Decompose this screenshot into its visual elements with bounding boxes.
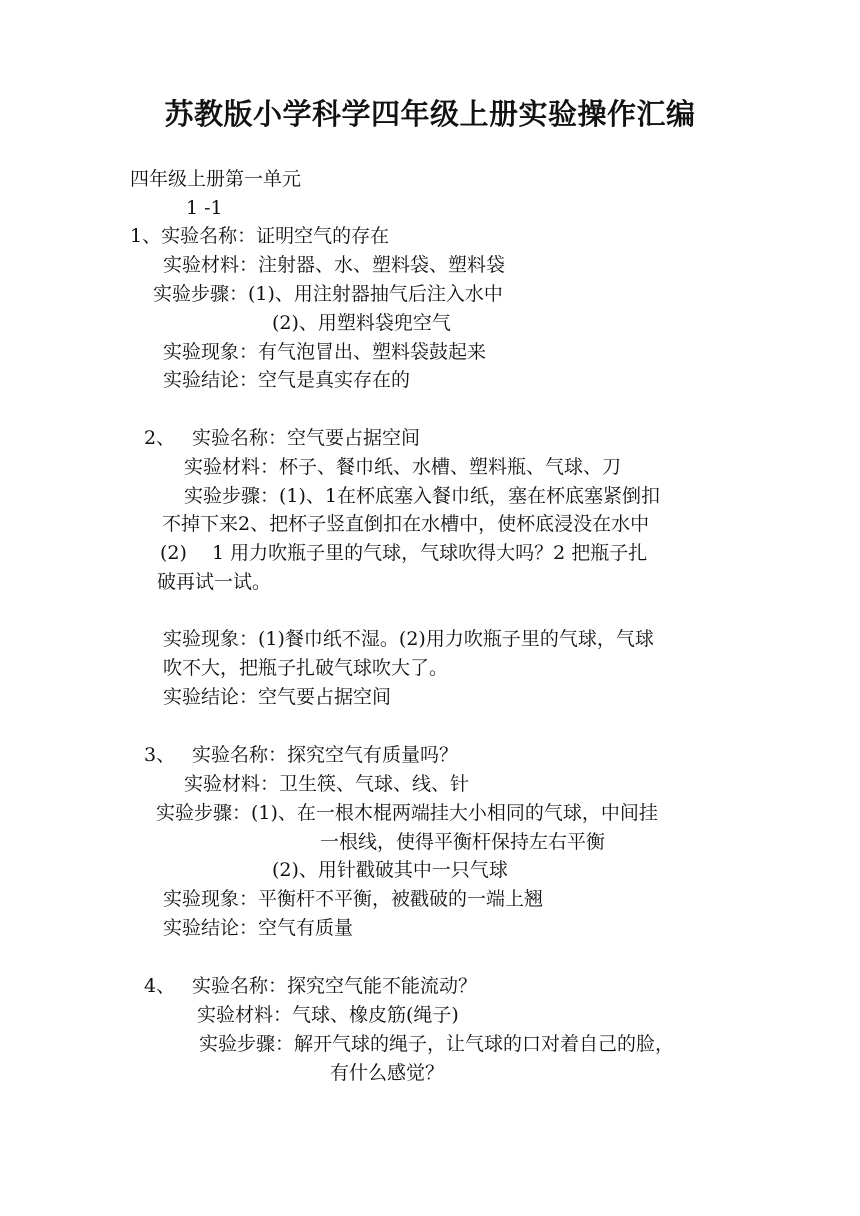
- exp3-steps-3: (2)、用针戳破其中一只气球: [272, 859, 508, 881]
- exp4-steps-2: 有什么感觉？: [330, 1062, 445, 1084]
- exp1-phenomenon: 实验现象：有气泡冒出、塑料袋鼓起来: [163, 341, 487, 363]
- document-title: 苏教版小学科学四年级上册实验操作汇编: [164, 97, 696, 131]
- exp4-steps-1: 实验步骤：解开气球的绳子，让气球的口对着自己的脸，: [199, 1033, 675, 1055]
- exp2-steps-1: 实验步骤：(1)、1在杯底塞入餐巾纸，塞在杯底塞紧倒扣: [184, 485, 661, 507]
- exp2-steps-4: 破再试一试。: [157, 571, 272, 593]
- exp2-materials: 实验材料：杯子、餐巾纸、水槽、塑料瓶、气球、刀: [184, 456, 622, 478]
- exp1-conclusion: 实验结论：空气是真实存在的: [163, 369, 411, 391]
- lesson-number: 1 -1: [186, 197, 223, 219]
- exp2-phenomenon-2: 吹不大，把瓶子扎破气球吹大了。: [163, 657, 449, 679]
- exp3-conclusion: 实验结论：空气有质量: [163, 917, 354, 939]
- exp4-number: 4、: [144, 975, 176, 997]
- exp2-name: 实验名称：空气要占据空间: [192, 427, 421, 449]
- exp3-steps-1: 实验步骤：(1)、在一根木棍两端挂大小相同的气球，中间挂: [156, 802, 658, 824]
- exp3-phenomenon: 实验现象：平衡杆不平衡，被戳破的一端上翘: [163, 888, 544, 910]
- exp3-materials: 实验材料：卫生筷、气球、线、针: [184, 773, 470, 795]
- exp1-steps-1: 实验步骤：(1)、用注射器抽气后注入水中: [153, 283, 503, 305]
- unit-heading: 四年级上册第一单元: [130, 168, 302, 190]
- exp3-number: 3、: [144, 744, 176, 766]
- exp3-steps-2: 一根线，使得平衡杆保持左右平衡: [320, 831, 606, 853]
- exp4-name: 实验名称：探究空气能不能流动？: [192, 975, 478, 997]
- exp2-steps-2: 不掉下来2、把杯子竖直倒扣在水槽中，使杯底浸没在水中: [162, 513, 650, 535]
- exp1-name: 1、实验名称：证明空气的存在: [130, 225, 390, 247]
- exp2-phenomenon-1: 实验现象：(1)餐巾纸不湿。(2)用力吹瓶子里的气球，气球: [163, 628, 654, 650]
- exp1-steps-2: (2)、用塑料袋兜空气: [272, 312, 451, 334]
- exp4-materials: 实验材料：气球、橡皮筋(绳子): [197, 1004, 459, 1026]
- exp1-materials: 实验材料：注射器、水、塑料袋、塑料袋: [163, 254, 506, 276]
- exp3-name: 实验名称：探究空气有质量吗？: [192, 744, 459, 766]
- exp2-conclusion: 实验结论：空气要占据空间: [163, 686, 392, 708]
- exp2-number: 2、: [144, 427, 176, 449]
- exp2-steps-3: (2) 1 用力吹瓶子里的气球，气球吹得大吗？2 把瓶子扎: [160, 542, 648, 564]
